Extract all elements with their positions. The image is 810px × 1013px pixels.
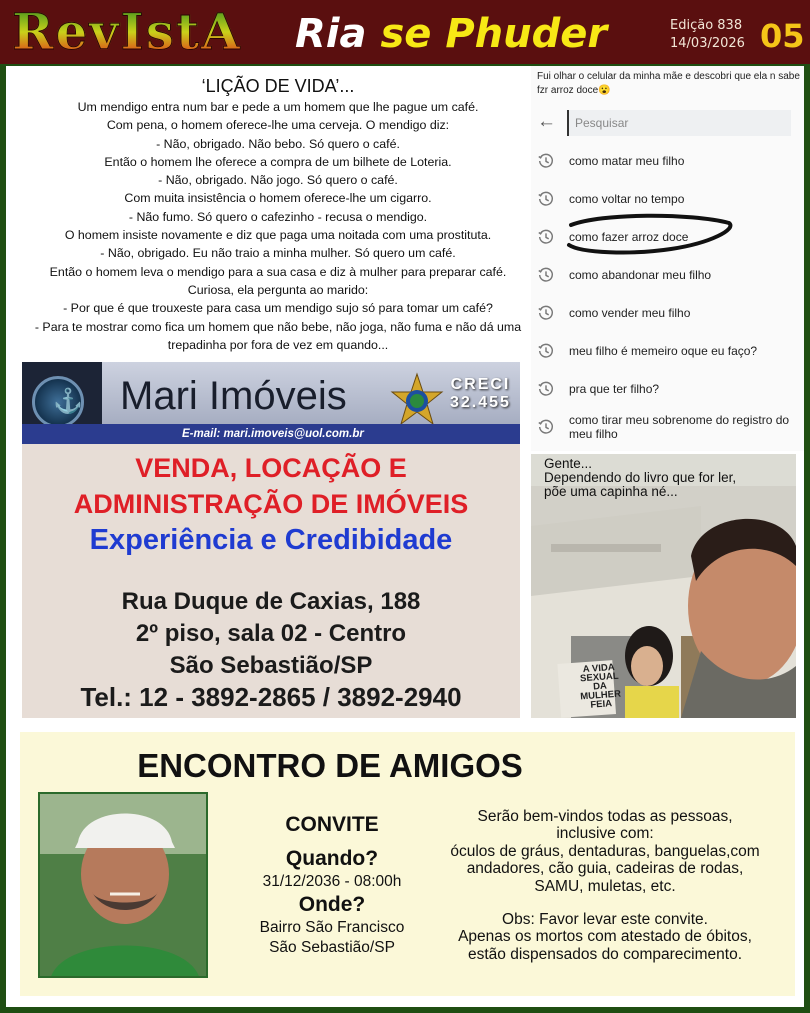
ad-email-bar	[22, 424, 520, 444]
edition-date: 14/03/2026	[670, 36, 745, 51]
magazine-logo: RevIstA	[12, 2, 242, 61]
suggestion-text: como matar meu filho	[569, 154, 685, 168]
event-title: ENCONTRO DE AMIGOS	[137, 747, 523, 784]
selfie-caption-line: Gente...	[544, 456, 593, 471]
story-body	[18, 98, 538, 354]
notes-line: óculos de gráus, dentaduras, banguelas,com	[450, 842, 760, 860]
search-caption: Fui olhar o celular da minha mãe e descobri que ela n sabe fzr arroz doce😮	[537, 71, 800, 96]
back-arrow-icon[interactable]: ←	[537, 111, 556, 132]
story-line: - Para te mostrar como fica um homem que não bebe, não joga, não fuma e não dá uma trepadinha por fora de vez em quando...	[34, 319, 522, 352]
story-line: - Por que é que trouxeste para casa um mendigo sujo só para tomar um café?	[63, 301, 493, 316]
suggestion-text: como tirar meu sobrenome do registro do meu filho	[569, 413, 790, 441]
ad-company-name: Mari Imóveis	[120, 374, 347, 418]
where-line: São Sebastião/SP	[269, 939, 395, 956]
creci-badge	[450, 376, 511, 412]
ad-phone: Tel.: 12 - 3892-2865 / 3892-2940	[80, 682, 462, 712]
story-line: Curiosa, ela pergunta ao marido:	[187, 282, 369, 297]
ad-address-line: Rua Duque de Caxias, 188	[121, 588, 421, 615]
selfie-photo	[531, 454, 796, 718]
notes-line: andadores, cão guia, cadeiras de rodas,	[466, 860, 744, 878]
obs-line: Apenas os mortos com atestado de óbitos,	[458, 928, 752, 946]
edition-info	[670, 17, 745, 53]
creci-label: CRECI	[450, 376, 511, 393]
real-estate-ad	[22, 362, 520, 718]
history-clock-icon	[537, 190, 555, 208]
history-clock-icon	[537, 152, 555, 170]
anchor-icon: ⚓	[53, 388, 83, 415]
when-value: 31/12/2036 - 08:00h	[262, 873, 402, 890]
search-suggestion[interactable]	[531, 370, 804, 408]
history-clock-icon	[537, 266, 555, 284]
story-line: O homem insiste novamente e diz que paga uma noitada com uma prostituta.	[64, 228, 492, 243]
search-bar	[531, 106, 804, 140]
story-line: Com muita insistência o homem oferece-lhe um cigarro.	[124, 191, 432, 206]
story-line: - Não, obrigado. Eu não traio a minha mulher. Só quero um café.	[100, 246, 456, 261]
ad-address	[22, 586, 520, 682]
portrait-image	[40, 794, 208, 978]
page-number: 05	[760, 17, 805, 55]
search-suggestion[interactable]	[531, 408, 804, 446]
notes-line: Serão bem-vindos todas as pessoas,	[477, 808, 733, 825]
portrait-photo	[38, 792, 208, 978]
history-clock-icon	[537, 380, 555, 398]
story-title: ‘LIÇÃO DE VIDA’...	[201, 76, 355, 96]
selfie-caption-line: Dependendo do livro que for ler,	[544, 470, 737, 485]
story-article	[18, 74, 538, 354]
brazil-seal-icon	[388, 372, 446, 430]
obs-line: estão dispensados do comparecimento.	[468, 945, 742, 963]
header-bar	[0, 0, 810, 64]
search-suggestion[interactable]	[531, 256, 804, 294]
invite-details	[222, 812, 442, 958]
ad-headline	[22, 450, 520, 522]
search-history-screenshot	[531, 66, 804, 451]
suggestion-text: como abandonar meu filho	[569, 268, 712, 282]
history-clock-icon	[537, 304, 555, 322]
convite-label: CONVITE	[285, 813, 379, 836]
when-label: Quando?	[285, 847, 379, 870]
ad-address-line: São Sebastião/SP	[169, 652, 373, 679]
story-line: - Não fumo. Só quero o cafezinho - recusa o mendigo.	[128, 209, 428, 224]
story-line: Com pena, o homem oferece-lhe uma cerveja. O mendigo diz:	[106, 118, 450, 133]
selfie-image	[531, 486, 796, 718]
story-line: - Não, obrigado. Não bebo. Só quero o café.	[156, 136, 400, 151]
ad-headline-line: VENDA, LOCAÇÃO E	[135, 453, 407, 483]
suggestion-text: como voltar no tempo	[569, 192, 685, 206]
search-suggestion[interactable]	[531, 294, 804, 332]
notes-line: inclusive com:	[556, 825, 654, 843]
suggestion-text: como vender meu filho	[569, 306, 691, 320]
history-clock-icon	[537, 342, 555, 360]
ad-email: E-mail: mari.imoveis@uol.com.br	[182, 428, 364, 440]
obs-line: Obs: Favor levar este convite.	[502, 911, 708, 929]
search-suggestion[interactable]	[531, 142, 804, 180]
suggestion-text: pra que ter filho?	[569, 382, 660, 396]
story-line: - Não, obrigado. Não jogo. Só quero o café.	[158, 173, 398, 188]
where-label: Onde?	[298, 893, 366, 916]
where-line: Bairro São Francisco	[259, 919, 405, 936]
history-clock-icon	[537, 228, 555, 246]
ad-address-line: 2º piso, sala 02 - Centro	[135, 620, 407, 647]
edition-number: Edição 838	[670, 18, 743, 33]
anchor-logo-icon	[32, 376, 84, 428]
search-suggestion[interactable]	[531, 332, 804, 370]
title-part-2: se Phuder	[380, 11, 608, 57]
book-cover-title: A VIDA SEXUAL DA MULHER FEIA	[579, 661, 622, 711]
history-clock-icon	[537, 418, 555, 436]
creci-number: 32.455	[450, 394, 511, 411]
invite-notes	[425, 808, 785, 963]
ad-header	[22, 362, 520, 444]
page-content	[6, 66, 804, 1007]
story-line: Então o homem leva o mendigo para a sua casa e diz à mulher para preparar café.	[49, 264, 507, 279]
magazine-title	[295, 10, 607, 58]
story-line: Então o homem lhe oferece a compra de um bilhete de Loteria.	[104, 154, 452, 169]
title-part-1: Ria	[295, 11, 367, 57]
ad-slogan: Experiência e Credibidade	[89, 524, 453, 556]
notes-line: SAMU, muletas, etc.	[534, 877, 676, 895]
scribble-highlight	[561, 211, 736, 257]
selfie-caption	[544, 457, 736, 499]
event-invitation	[20, 732, 795, 996]
selfie-caption-line: põe uma capinha né...	[544, 484, 678, 499]
suggestion-text: meu filho é memeiro oque eu faço?	[569, 344, 758, 358]
search-input[interactable]: Pesquisar	[567, 110, 791, 136]
story-line: Um mendigo entra num bar e pede a um homem que lhe pague um café.	[77, 100, 479, 114]
ad-headline-line: ADMINISTRAÇÃO DE IMÓVEIS	[73, 489, 469, 519]
suggestion-text: como fazer arroz doce	[569, 230, 689, 244]
